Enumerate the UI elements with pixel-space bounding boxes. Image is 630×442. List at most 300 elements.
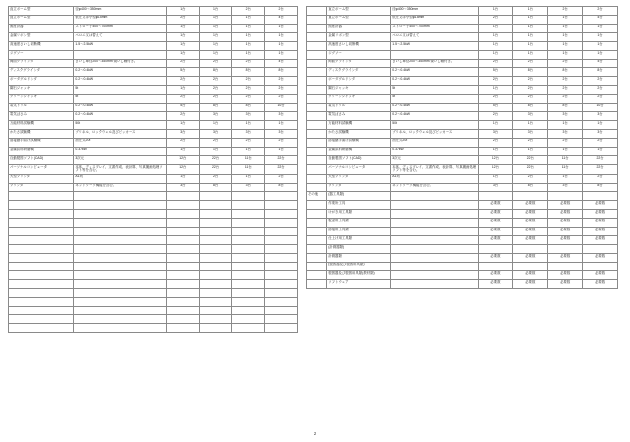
blank-cell [166, 227, 199, 236]
equipment-qty-3: 1台 [548, 33, 583, 42]
blank-cell [166, 271, 199, 280]
blank-cell [9, 253, 74, 262]
blank-cell [199, 324, 232, 333]
equipment-spec: 0.2〜0.4kW [391, 103, 478, 112]
blank-cell [232, 280, 265, 289]
table-row [307, 15, 618, 24]
equipment-qty-4: 1台 [583, 33, 618, 42]
equipment-qty-4: 2台 [583, 138, 618, 147]
equipment-qty-1: 1台 [166, 7, 199, 16]
table-row [9, 42, 298, 51]
table-row-blank [9, 210, 298, 219]
equipment-name: (製図器及び製図用具類) [327, 262, 391, 271]
blank-cell [9, 271, 74, 280]
blank-cell [232, 218, 265, 227]
table-row-blank [9, 236, 298, 245]
equipment-spec: 0.2〜0.4kW [74, 112, 167, 121]
table-row [307, 7, 618, 16]
equipment-qty-1: 必要数 [478, 210, 513, 219]
equipment-qty-1: 2台 [478, 59, 513, 68]
blank-cell [9, 306, 74, 315]
blank-cell [265, 297, 298, 306]
right-column [306, 6, 618, 289]
blank-cell [9, 280, 74, 289]
equipment-spec: ストロー子400〜700mm [74, 24, 167, 33]
equipment-qty-1: 1台 [478, 86, 513, 95]
equipment-qty-2: 2台 [199, 86, 232, 95]
table-row [307, 271, 618, 280]
equipment-category [307, 86, 327, 95]
table-row [307, 147, 618, 156]
equipment-qty-3: 必要数 [548, 271, 583, 280]
blank-cell [265, 210, 298, 219]
blank-cell [199, 297, 232, 306]
two-column-layout [8, 6, 622, 333]
equipment-name: ディスクグラインダ [327, 68, 391, 77]
equipment-name: 溶接用工具類 [327, 227, 391, 236]
equipment-qty-2: 1台 [513, 24, 548, 33]
table-row [9, 7, 298, 16]
equipment-spec: 3次元 [74, 156, 167, 165]
equipment-qty-1: 1台 [478, 7, 513, 16]
equipment-qty-4: 1台 [583, 42, 618, 51]
equipment-qty-4: 1台 [583, 147, 618, 156]
equipment-qty-2: 3台 [199, 129, 232, 138]
equipment-qty-3: 1台 [232, 50, 265, 59]
table-row-blank [9, 201, 298, 210]
equipment-category [307, 103, 327, 112]
blank-cell [265, 262, 298, 271]
table-row-blank [9, 289, 298, 298]
equipment-name: 作業所工具 [327, 201, 391, 210]
equipment-spec: 0.2〜0.4kW [74, 77, 167, 86]
blank-cell [265, 306, 298, 315]
equipment-qty-4: 2台 [583, 94, 618, 103]
equipment-qty-4: 2台 [583, 7, 618, 16]
blank-cell [199, 306, 232, 315]
equipment-name: 電気ドリル [327, 103, 391, 112]
equipment-qty-2: 8台 [199, 103, 232, 112]
equipment-qty-2: 8台 [513, 183, 548, 192]
equipment-name: 大型プリンタ [9, 174, 74, 183]
equipment-name: グリーンジャッキ [327, 94, 391, 103]
equipment-qty-1: 必要数 [478, 227, 513, 236]
equipment-qty-3: 2台 [548, 86, 583, 95]
equipment-name: 電気ばさみ [327, 112, 391, 121]
equipment-category [307, 245, 327, 254]
equipment-spec [391, 201, 478, 210]
equipment-qty-1: 3台 [478, 183, 513, 192]
equipment-qty-4: 必要数 [583, 280, 618, 289]
equipment-qty-1: 2台 [166, 77, 199, 86]
blank-cell [9, 218, 74, 227]
equipment-qty-1: 12台 [478, 156, 513, 165]
blank-cell [232, 289, 265, 298]
equipment-qty-3: 2台 [548, 7, 583, 16]
equipment-qty-2 [513, 262, 548, 271]
blank-cell [74, 192, 167, 201]
equipment-name: パーソナルコンピュータ [327, 165, 391, 175]
equipment-qty-2: 22台 [513, 156, 548, 165]
equipment-category [307, 201, 327, 210]
equipment-qty-4: 8台 [583, 68, 618, 77]
equipment-qty-4: 1台 [265, 33, 298, 42]
blank-cell [199, 201, 232, 210]
equipment-spec: A1判 [391, 174, 478, 183]
equipment-name: 自動製図ソフト(CAD) [9, 156, 74, 165]
blank-cell [9, 236, 74, 245]
blank-cell [166, 253, 199, 262]
equipment-qty-1: 1台 [166, 24, 199, 33]
equipment-qty-3: 2台 [232, 86, 265, 95]
blank-cell [265, 280, 298, 289]
equipment-qty-3: 11台 [548, 156, 583, 165]
equipment-spec [391, 271, 478, 280]
equipment-name: 高速度さいし切断機 [327, 42, 391, 51]
blank-cell [199, 262, 232, 271]
equipment-qty-4: 必要数 [583, 210, 618, 219]
blank-cell [199, 218, 232, 227]
blank-cell [166, 306, 199, 315]
table-row [307, 165, 618, 175]
equipment-category [307, 15, 327, 24]
blank-cell [265, 315, 298, 324]
equipment-qty-1: 2台 [478, 112, 513, 121]
equipment-spec: 0.2〜0.4kW [74, 68, 167, 77]
table-row [307, 210, 618, 219]
equipment-qty-4: 8台 [583, 183, 618, 192]
equipment-qty-2: 8台 [199, 68, 232, 77]
equipment-qty-2: 8台 [513, 68, 548, 77]
equipment-spec [391, 210, 478, 219]
blank-cell [232, 253, 265, 262]
blank-cell [199, 289, 232, 298]
equipment-qty-1: 2台 [478, 77, 513, 86]
blank-cell [9, 315, 74, 324]
blank-cell [74, 227, 167, 236]
equipment-qty-3: 1台 [548, 121, 583, 130]
equipment-table-left-body [9, 7, 298, 333]
equipment-category [307, 77, 327, 86]
equipment-qty-3: 2台 [232, 59, 265, 68]
blank-cell [265, 253, 298, 262]
equipment-name: かたさ試験機 [9, 129, 74, 138]
blank-cell [232, 236, 265, 245]
blank-cell [265, 236, 298, 245]
equipment-spec: さいし車径200〜350mm 焼いし軸付き。 [391, 59, 478, 68]
equipment-spec: 0.37kW [74, 147, 167, 156]
table-row-blank [9, 192, 298, 201]
equipment-qty-2: 1台 [513, 50, 548, 59]
table-row [307, 174, 618, 183]
equipment-spec: 0.37kW [391, 147, 478, 156]
equipment-qty-4: 2台 [265, 77, 298, 86]
table-row [307, 112, 618, 121]
equipment-qty-3: 1台 [232, 33, 265, 42]
equipment-qty-2: 8台 [199, 183, 232, 192]
equipment-qty-4: 必要数 [583, 253, 618, 262]
blank-cell [74, 271, 167, 280]
equipment-qty-3: 1台 [548, 15, 583, 24]
equipment-qty-2: 1台 [199, 42, 232, 51]
equipment-qty-1: 1台 [166, 50, 199, 59]
page-number: 2 [313, 431, 317, 436]
equipment-qty-1: 必要数 [478, 236, 513, 245]
table-row [307, 201, 618, 210]
equipment-category [307, 210, 327, 219]
blank-cell [232, 210, 265, 219]
blank-cell [199, 192, 232, 201]
equipment-table-right-body [307, 7, 618, 289]
equipment-name: 万能材料試験機 [327, 121, 391, 130]
equipment-qty-3: 必要数 [548, 280, 583, 289]
equipment-qty-4: 2台 [583, 174, 618, 183]
equipment-spec: 油圧式20t [74, 138, 167, 147]
equipment-qty-4: 10台 [265, 103, 298, 112]
equipment-spec: 0.2〜0.4kW [74, 103, 167, 112]
blank-cell [232, 262, 265, 271]
equipment-spec: ネットワーク機能を含む。 [391, 183, 478, 192]
equipment-qty-4: 2台 [265, 7, 298, 16]
equipment-qty-3: 8台 [548, 68, 583, 77]
equipment-name: 両面グラインダ [9, 59, 74, 68]
blank-cell [9, 297, 74, 306]
equipment-qty-4: 3台 [265, 129, 298, 138]
equipment-spec: 径φ400〜350mm [391, 7, 478, 16]
blank-cell [74, 297, 167, 306]
equipment-spec: ブリネル、ロックウェル及びビッカース [74, 129, 167, 138]
blank-cell [166, 245, 199, 254]
equipment-category [307, 183, 327, 192]
table-row-blank [9, 297, 298, 306]
equipment-qty-4: 3台 [583, 129, 618, 138]
equipment-qty-1: 1台 [166, 147, 199, 156]
equipment-qty-1: 1台 [478, 50, 513, 59]
equipment-qty-2: 2台 [199, 94, 232, 103]
equipment-qty-3: 必要数 [548, 218, 583, 227]
table-row-blank [9, 253, 298, 262]
equipment-qty-2 [513, 192, 548, 201]
blank-cell [265, 227, 298, 236]
equipment-name: かたさ試験機 [327, 129, 391, 138]
equipment-category [307, 262, 327, 271]
equipment-qty-3: 2台 [548, 59, 583, 68]
blank-cell [232, 227, 265, 236]
table-row [307, 236, 618, 245]
equipment-qty-2: 1台 [199, 147, 232, 156]
equipment-qty-3: 1台 [548, 147, 583, 156]
equipment-name: 電気ばさみ [9, 112, 74, 121]
equipment-qty-1: 3台 [478, 129, 513, 138]
blank-cell [199, 227, 232, 236]
table-row [307, 280, 618, 289]
equipment-qty-4: 3台 [265, 112, 298, 121]
equipment-qty-4: 必要数 [583, 227, 618, 236]
equipment-qty-4: 22台 [583, 165, 618, 175]
equipment-category [307, 174, 327, 183]
equipment-qty-4: 4台 [265, 59, 298, 68]
equipment-name: 金属試料研磨機 [9, 147, 74, 156]
blank-cell [232, 201, 265, 210]
equipment-category [307, 271, 327, 280]
blank-cell [232, 192, 265, 201]
equipment-qty-3 [548, 245, 583, 254]
equipment-qty-1: 必要数 [478, 253, 513, 262]
table-row [307, 94, 618, 103]
equipment-qty-2: 必要数 [513, 271, 548, 280]
equipment-spec [74, 50, 167, 59]
equipment-qty-3: 8台 [548, 103, 583, 112]
equipment-category [307, 68, 327, 77]
equipment-category [307, 59, 327, 68]
blank-cell [166, 236, 199, 245]
equipment-qty-3: 1台 [548, 50, 583, 59]
blank-cell [166, 297, 199, 306]
equipment-category: その他 [307, 192, 327, 201]
equipment-qty-1: 1台 [166, 42, 199, 51]
equipment-spec [391, 218, 478, 227]
equipment-category [307, 236, 327, 245]
equipment-spec [391, 236, 478, 245]
equipment-qty-3: 1台 [232, 174, 265, 183]
blank-cell [166, 192, 199, 201]
equipment-spec [391, 245, 478, 254]
table-row-blank [9, 262, 298, 271]
equipment-spec [391, 280, 478, 289]
equipment-qty-2: 必要数 [513, 280, 548, 289]
blank-cell [265, 289, 298, 298]
equipment-qty-1: 3台 [166, 183, 199, 192]
equipment-spec [391, 253, 478, 262]
equipment-qty-2: 2台 [513, 94, 548, 103]
equipment-qty-3: 3台 [232, 129, 265, 138]
equipment-spec [391, 192, 478, 201]
equipment-name: ボーダグルドンダ [327, 77, 391, 86]
equipment-qty-3 [548, 192, 583, 201]
equipment-qty-2: 2台 [513, 77, 548, 86]
equipment-qty-4: 8台 [265, 68, 298, 77]
blank-cell [9, 227, 74, 236]
equipment-qty-2: 3台 [513, 112, 548, 121]
equipment-qty-1: 1台 [478, 33, 513, 42]
table-row-blank [9, 324, 298, 333]
table-row [9, 59, 298, 68]
table-row [307, 245, 618, 254]
equipment-name: ソフトウェア [327, 280, 391, 289]
blank-cell [265, 271, 298, 280]
blank-cell [166, 289, 199, 298]
equipment-qty-4: 必要数 [583, 271, 618, 280]
equipment-qty-1 [478, 245, 513, 254]
table-row [9, 24, 298, 33]
table-row [9, 183, 298, 192]
equipment-spec [391, 50, 478, 59]
blank-cell [232, 271, 265, 280]
blank-cell [265, 245, 298, 254]
blank-cell [9, 245, 74, 254]
blank-cell [199, 245, 232, 254]
blank-cell [74, 201, 167, 210]
equipment-qty-1: 1台 [166, 86, 199, 95]
equipment-category [307, 218, 327, 227]
equipment-spec: 5t [391, 94, 478, 103]
equipment-qty-2: 必要数 [513, 201, 548, 210]
equipment-name: 製図器及び製図用具類(教材類) [327, 271, 391, 280]
blank-cell [74, 262, 167, 271]
equipment-qty-1: 5台 [478, 103, 513, 112]
equipment-qty-3: 1台 [548, 42, 583, 51]
equipment-spec: 5t [74, 86, 167, 95]
equipment-qty-4: 4台 [583, 59, 618, 68]
equipment-category [307, 227, 327, 236]
table-row [307, 253, 618, 262]
table-row [9, 15, 298, 24]
blank-cell [166, 280, 199, 289]
equipment-qty-2: 2台 [513, 138, 548, 147]
equipment-qty-3: 2台 [548, 138, 583, 147]
equipment-qty-4: 3台 [583, 112, 618, 121]
equipment-qty-1: 1台 [166, 174, 199, 183]
equipment-spec: 5t [74, 94, 167, 103]
blank-cell [74, 289, 167, 298]
equipment-qty-4: 8台 [265, 183, 298, 192]
equipment-qty-1: 必要数 [478, 218, 513, 227]
table-row [307, 59, 618, 68]
table-row [9, 165, 298, 175]
equipment-qty-4: 2台 [583, 86, 618, 95]
equipment-name: 両面グラインダ [327, 59, 391, 68]
equipment-qty-3: 1台 [232, 42, 265, 51]
blank-cell [74, 253, 167, 262]
equipment-qty-2: 1台 [199, 50, 232, 59]
blank-cell [9, 262, 74, 271]
table-row-blank [9, 245, 298, 254]
equipment-qty-4: 1台 [265, 42, 298, 51]
equipment-qty-2: 必要数 [513, 218, 548, 227]
equipment-qty-1: 12台 [166, 156, 199, 165]
equipment-category [307, 138, 327, 147]
equipment-qty-4 [583, 245, 618, 254]
equipment-name: 直立ボーム型 [9, 15, 74, 24]
equipment-name: 計測器類 [327, 253, 391, 262]
table-row [9, 50, 298, 59]
equipment-qty-4: 1台 [265, 24, 298, 33]
table-row [9, 121, 298, 130]
blank-cell [199, 280, 232, 289]
equipment-qty-2: 22台 [199, 165, 232, 175]
equipment-qty-3: 11台 [232, 156, 265, 165]
equipment-qty-4: 2台 [265, 174, 298, 183]
equipment-name: ボーダグルドンダ [9, 77, 74, 86]
equipment-category [307, 165, 327, 175]
equipment-qty-2: 1台 [513, 15, 548, 24]
equipment-name: 自動製図ソフト(CAD) [327, 156, 391, 165]
equipment-qty-2: 2台 [199, 59, 232, 68]
equipment-qty-4: 1台 [583, 121, 618, 130]
table-row [307, 50, 618, 59]
equipment-qty-3: 2台 [232, 7, 265, 16]
blank-cell [265, 218, 298, 227]
equipment-qty-2: 1台 [199, 24, 232, 33]
equipment-spec: 50t [391, 121, 478, 130]
table-row [307, 33, 618, 42]
table-row [307, 129, 618, 138]
table-row [307, 183, 618, 192]
equipment-qty-3: 2台 [232, 138, 265, 147]
table-row [307, 218, 618, 227]
equipment-qty-1: 5台 [478, 68, 513, 77]
equipment-qty-4: 1台 [583, 50, 618, 59]
